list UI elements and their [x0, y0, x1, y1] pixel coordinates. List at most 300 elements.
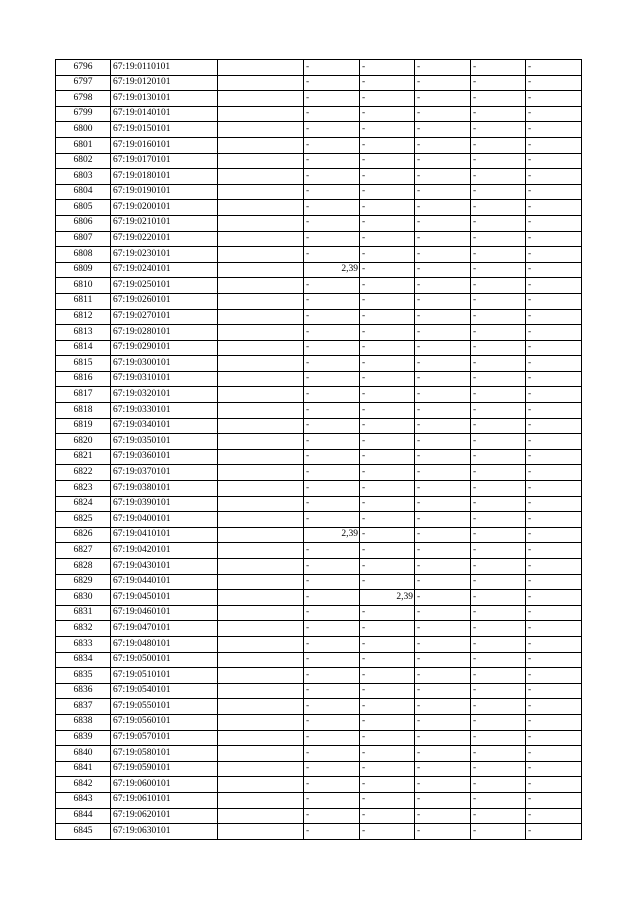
value-cell: -: [304, 449, 360, 465]
value-cell: -: [304, 621, 360, 637]
cadastral-code: 67:19:0580101: [111, 746, 218, 762]
value-cell: -: [471, 496, 526, 512]
row-number: 6804: [56, 184, 111, 200]
cadastral-code: 67:19:0410101: [111, 527, 218, 543]
cadastral-code: 67:19:0190101: [111, 184, 218, 200]
empty-cell: [218, 418, 304, 434]
value-cell: -: [471, 574, 526, 590]
value-cell: -: [471, 559, 526, 575]
value-cell: -: [415, 106, 471, 122]
row-number: 6814: [56, 340, 111, 356]
value-cell: -: [360, 184, 415, 200]
value-cell: -: [526, 559, 582, 575]
value-cell: -: [415, 636, 471, 652]
cadastral-code: 67:19:0610101: [111, 792, 218, 808]
value-cell: -: [415, 137, 471, 153]
value-cell: -: [471, 699, 526, 715]
value-cell: -: [526, 699, 582, 715]
value-cell: -: [526, 683, 582, 699]
value-cell: -: [526, 730, 582, 746]
value-cell: -: [304, 808, 360, 824]
value-cell: -: [304, 340, 360, 356]
empty-cell: [218, 824, 304, 840]
value-cell: -: [415, 75, 471, 91]
empty-cell: [218, 137, 304, 153]
table-row: [56, 184, 582, 200]
table-row: [56, 730, 582, 746]
value-cell: -: [304, 824, 360, 840]
row-number: 6828: [56, 559, 111, 575]
cadastral-code: 67:19:0630101: [111, 824, 218, 840]
value-cell: -: [415, 356, 471, 372]
value-cell: -: [360, 403, 415, 419]
empty-cell: [218, 184, 304, 200]
value-cell: -: [415, 746, 471, 762]
value-cell: -: [360, 792, 415, 808]
value-cell: -: [360, 746, 415, 762]
cadastral-code: 67:19:0600101: [111, 777, 218, 793]
row-number: 6805: [56, 200, 111, 216]
value-cell: -: [471, 200, 526, 216]
empty-cell: [218, 543, 304, 559]
empty-cell: [218, 387, 304, 403]
row-number: 6813: [56, 325, 111, 341]
table-row: [56, 699, 582, 715]
value-cell: -: [415, 683, 471, 699]
value-cell: -: [526, 137, 582, 153]
value-cell: -: [304, 746, 360, 762]
value-cell: -: [304, 153, 360, 169]
value-cell: -: [415, 231, 471, 247]
empty-cell: [218, 215, 304, 231]
value-cell: -: [526, 309, 582, 325]
table-row: [56, 356, 582, 372]
value-cell: -: [526, 340, 582, 356]
empty-cell: [218, 512, 304, 528]
table-row: [56, 683, 582, 699]
value-cell: -: [415, 668, 471, 684]
value-cell: -: [304, 434, 360, 450]
table-row: [56, 496, 582, 512]
cadastral-code: 67:19:0360101: [111, 449, 218, 465]
cadastral-code: 67:19:0270101: [111, 309, 218, 325]
value-cell: -: [415, 309, 471, 325]
value-cell: -: [526, 215, 582, 231]
value-cell: -: [526, 496, 582, 512]
value-cell: -: [471, 340, 526, 356]
cadastral-code: 67:19:0120101: [111, 75, 218, 91]
value-cell: -: [471, 434, 526, 450]
value-cell: -: [304, 91, 360, 107]
row-number: 6808: [56, 247, 111, 263]
value-cell: -: [360, 371, 415, 387]
row-number: 6818: [56, 403, 111, 419]
row-number: 6820: [56, 434, 111, 450]
value-cell: -: [360, 730, 415, 746]
table-row: [56, 512, 582, 528]
table-row: [56, 325, 582, 341]
value-cell: -: [304, 247, 360, 263]
empty-cell: [218, 75, 304, 91]
table-row: [56, 777, 582, 793]
row-number: 6824: [56, 496, 111, 512]
value-cell: -: [471, 293, 526, 309]
empty-cell: [218, 153, 304, 169]
table-row: [56, 75, 582, 91]
table-row: [56, 371, 582, 387]
empty-cell: [218, 231, 304, 247]
value-cell: -: [304, 652, 360, 668]
value-cell: -: [304, 512, 360, 528]
value-cell: -: [360, 714, 415, 730]
value-cell: -: [304, 106, 360, 122]
value-cell: -: [360, 169, 415, 185]
value-cell: -: [415, 761, 471, 777]
row-number: 6843: [56, 792, 111, 808]
cadastral-code: 67:19:0220101: [111, 231, 218, 247]
cadastral-code: 67:19:0620101: [111, 808, 218, 824]
table-row: [56, 574, 582, 590]
empty-cell: [218, 247, 304, 263]
value-cell: -: [526, 153, 582, 169]
cadastral-code: 67:19:0480101: [111, 636, 218, 652]
table-row: [56, 652, 582, 668]
cadastral-code: 67:19:0560101: [111, 714, 218, 730]
value-cell: -: [360, 761, 415, 777]
value-cell: -: [360, 137, 415, 153]
cadastral-code: 67:19:0540101: [111, 683, 218, 699]
value-cell: -: [360, 668, 415, 684]
row-number: 6830: [56, 590, 111, 606]
table-row: [56, 262, 582, 278]
empty-cell: [218, 60, 304, 76]
value-cell: -: [304, 387, 360, 403]
cadastral-table: [55, 59, 582, 840]
empty-cell: [218, 527, 304, 543]
table-row: [56, 559, 582, 575]
value-cell: -: [304, 231, 360, 247]
value-cell: -: [415, 714, 471, 730]
value-cell: -: [360, 293, 415, 309]
empty-cell: [218, 356, 304, 372]
cadastral-code: 67:19:0210101: [111, 215, 218, 231]
value-cell: -: [471, 387, 526, 403]
empty-cell: [218, 652, 304, 668]
value-cell: -: [360, 309, 415, 325]
cadastral-code: 67:19:0130101: [111, 91, 218, 107]
value-cell: -: [526, 512, 582, 528]
table-row: [56, 278, 582, 294]
value-cell: -: [471, 278, 526, 294]
empty-cell: [218, 808, 304, 824]
value-cell: -: [471, 418, 526, 434]
value-cell: -: [304, 792, 360, 808]
row-number: 6829: [56, 574, 111, 590]
row-number: 6834: [56, 652, 111, 668]
value-cell: -: [526, 293, 582, 309]
cadastral-code: 67:19:0230101: [111, 247, 218, 263]
value-cell: -: [415, 153, 471, 169]
row-number: 6811: [56, 293, 111, 309]
value-cell: -: [304, 714, 360, 730]
value-cell: -: [526, 247, 582, 263]
table-row: [56, 543, 582, 559]
cadastral-code: 67:19:0590101: [111, 761, 218, 777]
cadastral-code: 67:19:0380101: [111, 481, 218, 497]
value-cell: -: [471, 808, 526, 824]
value-cell: -: [526, 824, 582, 840]
empty-cell: [218, 621, 304, 637]
value-cell: -: [304, 371, 360, 387]
cadastral-code: 67:19:0550101: [111, 699, 218, 715]
value-cell: -: [526, 60, 582, 76]
cadastral-code: 67:19:0150101: [111, 122, 218, 138]
value-cell: -: [360, 434, 415, 450]
value-cell: -: [526, 184, 582, 200]
value-cell: -: [526, 106, 582, 122]
table-row: [56, 481, 582, 497]
value-cell: -: [415, 371, 471, 387]
value-cell: -: [526, 371, 582, 387]
row-number: 6815: [56, 356, 111, 372]
value-cell: -: [471, 356, 526, 372]
value-cell: -: [471, 169, 526, 185]
value-cell: -: [471, 777, 526, 793]
value-cell: -: [471, 403, 526, 419]
value-cell: -: [415, 808, 471, 824]
row-number: 6800: [56, 122, 111, 138]
value-cell: -: [304, 465, 360, 481]
value-cell: -: [360, 91, 415, 107]
value-cell: -: [304, 636, 360, 652]
value-cell: -: [526, 169, 582, 185]
value-cell: -: [471, 60, 526, 76]
value-cell: -: [304, 761, 360, 777]
row-number: 6807: [56, 231, 111, 247]
table-body: [56, 60, 582, 840]
table-row: [56, 590, 582, 606]
empty-cell: [218, 746, 304, 762]
cadastral-code: 67:19:0390101: [111, 496, 218, 512]
row-number: 6806: [56, 215, 111, 231]
value-cell: -: [360, 262, 415, 278]
value-cell: -: [526, 543, 582, 559]
row-number: 6840: [56, 746, 111, 762]
row-number: 6819: [56, 418, 111, 434]
value-cell: -: [304, 699, 360, 715]
table-row: [56, 60, 582, 76]
table-row: [56, 106, 582, 122]
value-cell: -: [526, 231, 582, 247]
table-row: [56, 668, 582, 684]
value-cell: -: [526, 75, 582, 91]
value-cell: -: [526, 278, 582, 294]
value-cell: -: [471, 215, 526, 231]
cadastral-code: 67:19:0460101: [111, 605, 218, 621]
value-cell: -: [526, 403, 582, 419]
value-cell: -: [471, 543, 526, 559]
table-row: [56, 293, 582, 309]
value-cell: -: [360, 621, 415, 637]
row-number: 6836: [56, 683, 111, 699]
value-cell: -: [415, 169, 471, 185]
table-row: [56, 309, 582, 325]
value-cell: -: [415, 387, 471, 403]
value-cell: 2,39: [304, 527, 360, 543]
value-cell: -: [304, 574, 360, 590]
value-cell: -: [526, 761, 582, 777]
cadastral-code: 67:19:0290101: [111, 340, 218, 356]
value-cell: -: [360, 278, 415, 294]
value-cell: -: [471, 605, 526, 621]
cadastral-code: 67:19:0280101: [111, 325, 218, 341]
row-number: 6798: [56, 91, 111, 107]
value-cell: -: [360, 387, 415, 403]
value-cell: -: [415, 91, 471, 107]
cadastral-code: 67:19:0200101: [111, 200, 218, 216]
empty-cell: [218, 434, 304, 450]
value-cell: -: [360, 574, 415, 590]
empty-cell: [218, 122, 304, 138]
table-row: [56, 169, 582, 185]
row-number: 6796: [56, 60, 111, 76]
value-cell: -: [360, 75, 415, 91]
value-cell: -: [304, 730, 360, 746]
table-row: [56, 215, 582, 231]
value-cell: -: [471, 106, 526, 122]
table-row: [56, 527, 582, 543]
value-cell: -: [471, 636, 526, 652]
value-cell: -: [526, 449, 582, 465]
value-cell: -: [415, 481, 471, 497]
cadastral-code: 67:19:0350101: [111, 434, 218, 450]
table-row: [56, 636, 582, 652]
cadastral-code: 67:19:0420101: [111, 543, 218, 559]
value-cell: -: [415, 247, 471, 263]
value-cell: -: [471, 481, 526, 497]
cadastral-code: 67:19:0570101: [111, 730, 218, 746]
value-cell: -: [360, 527, 415, 543]
value-cell: -: [415, 449, 471, 465]
value-cell: -: [360, 60, 415, 76]
value-cell: -: [526, 605, 582, 621]
row-number: 6833: [56, 636, 111, 652]
value-cell: -: [471, 746, 526, 762]
value-cell: -: [360, 465, 415, 481]
value-cell: -: [415, 215, 471, 231]
empty-cell: [218, 91, 304, 107]
row-number: 6839: [56, 730, 111, 746]
value-cell: -: [304, 325, 360, 341]
table-row: [56, 247, 582, 263]
value-cell: -: [415, 652, 471, 668]
cadastral-code: 67:19:0320101: [111, 387, 218, 403]
value-cell: -: [471, 122, 526, 138]
cadastral-code: 67:19:0240101: [111, 262, 218, 278]
table-row: [56, 340, 582, 356]
empty-cell: [218, 278, 304, 294]
value-cell: -: [471, 824, 526, 840]
empty-cell: [218, 262, 304, 278]
value-cell: -: [360, 605, 415, 621]
empty-cell: [218, 559, 304, 575]
value-cell: -: [526, 527, 582, 543]
value-cell: -: [526, 418, 582, 434]
empty-cell: [218, 777, 304, 793]
value-cell: -: [360, 325, 415, 341]
empty-cell: [218, 325, 304, 341]
table-row: [56, 418, 582, 434]
value-cell: -: [304, 122, 360, 138]
cadastral-code: 67:19:0140101: [111, 106, 218, 122]
value-cell: -: [471, 325, 526, 341]
value-cell: -: [304, 215, 360, 231]
table-row: [56, 137, 582, 153]
table-row: [56, 465, 582, 481]
cadastral-code: 67:19:0470101: [111, 621, 218, 637]
value-cell: -: [304, 683, 360, 699]
value-cell: -: [526, 714, 582, 730]
empty-cell: [218, 106, 304, 122]
value-cell: -: [415, 434, 471, 450]
cadastral-code: 67:19:0160101: [111, 137, 218, 153]
empty-cell: [218, 699, 304, 715]
value-cell: -: [526, 621, 582, 637]
value-cell: -: [526, 808, 582, 824]
value-cell: -: [360, 496, 415, 512]
empty-cell: [218, 340, 304, 356]
value-cell: -: [360, 559, 415, 575]
value-cell: 2,39: [360, 590, 415, 606]
row-number: 6821: [56, 449, 111, 465]
value-cell: -: [415, 543, 471, 559]
value-cell: -: [415, 465, 471, 481]
row-number: 6801: [56, 137, 111, 153]
cadastral-code: 67:19:0250101: [111, 278, 218, 294]
value-cell: -: [360, 247, 415, 263]
row-number: 6816: [56, 371, 111, 387]
table-row: [56, 200, 582, 216]
empty-cell: [218, 605, 304, 621]
row-number: 6842: [56, 777, 111, 793]
empty-cell: [218, 403, 304, 419]
value-cell: -: [360, 652, 415, 668]
value-cell: -: [471, 465, 526, 481]
value-cell: -: [526, 652, 582, 668]
value-cell: -: [415, 824, 471, 840]
value-cell: -: [471, 683, 526, 699]
empty-cell: [218, 169, 304, 185]
cadastral-code: 67:19:0440101: [111, 574, 218, 590]
cadastral-code: 67:19:0510101: [111, 668, 218, 684]
value-cell: -: [415, 527, 471, 543]
value-cell: -: [304, 184, 360, 200]
value-cell: -: [526, 465, 582, 481]
value-cell: -: [360, 543, 415, 559]
table-row: [56, 792, 582, 808]
value-cell: -: [304, 777, 360, 793]
value-cell: -: [526, 777, 582, 793]
row-number: 6809: [56, 262, 111, 278]
value-cell: -: [526, 434, 582, 450]
cadastral-code: 67:19:0330101: [111, 403, 218, 419]
empty-cell: [218, 590, 304, 606]
value-cell: -: [360, 200, 415, 216]
row-number: 6835: [56, 668, 111, 684]
value-cell: -: [471, 590, 526, 606]
value-cell: -: [360, 808, 415, 824]
table-row: [56, 153, 582, 169]
